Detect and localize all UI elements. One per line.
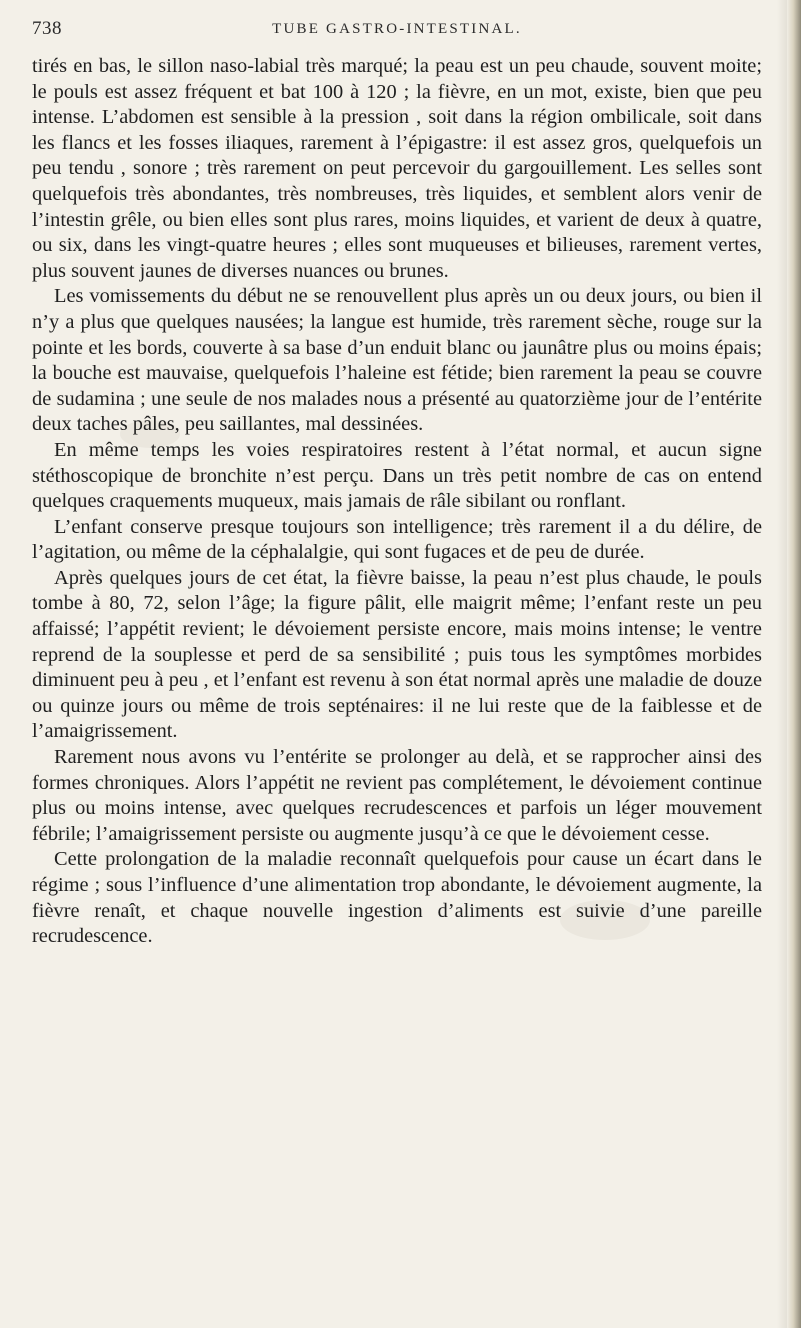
paragraph-intelligence: L’enfant conserve presque toujours son intelligence; très rarement il a du délire, de l’agitation, ou même de la céphalalgie, qui sont fugaces et de peu de durée. [32,515,762,564]
page-binding-edge [787,0,801,1328]
paragraph-vomissements: Les vomissements du début ne se renouvellent plus après un ou deux jours, ou bien il n’y a plus que quelques nausées; la langue est humide, très rarement sèche, rouge sur la pointe et les bords, couverte à sa base d’un enduit blanc ou jaunâtre plus ou moins épais; la bouche est mauvaise, quelquefois l’haleine est fétide; bien rarement la peau se couvre de sudamina ; une seule de nos malades nous a présenté au quatorzième jour de l’entérite deux taches pâles, peu saillantes, mal dessinées. [32,285,762,436]
paragraph-convalescence: Après quelques jours de cet état, la fièvre baisse, la peau n’est plus chaude, le pouls tombe à 80, 72, selon l’âge; la figure pâlit, elle maigrit même; l’enfant reste un peu affaissé; l’appétit revient; le dévoiement persiste encore, mais moins intense; le ventre reprend de la souplesse et perd de sa sensibilité ; puis tous les symptômes morbides diminuent peu à peu , et l’enfant est revenu à son état normal après une maladie de douze ou quinze jours ou même de trois septénaires: il ne lui reste que de la faiblesse et de l’amaigrissement. [32,566,762,743]
page-edge-shadow [777,0,787,1328]
paragraph-cause: Cette prolongation de la maladie reconnaît quelquefois pour cause un écart dans le régime ; sous l’influence d’une alimentation trop abondante, le dévoiement augmente, la fièvre renaît, et chaque nouvelle ingestion d’aliments est suivie d’une pareille recrudescence. [32,848,762,948]
page-number: 738 [32,18,62,39]
running-head: TUBE GASTRO-INTESTINAL. [272,21,522,37]
paragraph-voies-respiratoires: En même temps les voies respiratoires restent à l’état normal, et aucun signe stéthoscopique de bronchite n’est perçu. Dans un très petit nombre de cas on entend quelques craquements muqueux, mais jamais de râle sibilant ou ronflant. [32,438,762,513]
paragraph-continuation: tirés en bas, le sillon naso-labial très marqué; la peau est un peu chaude, souvent moite; le pouls est assez fréquent et bat 100 à 120 ; la fièvre, en un mot, existe, bien que peu intense. L’abdomen est sensible à la pression , soit dans la région ombilicale, soit dans les flancs et les fosses iliaques, rarement à l’épigastre: il est assez gros, quelquefois un peu tendu , sonore ; très rarement on peut percevoir du gargouillement. Les selles sont quelquefois très abondantes, très nombreuses, très liquides, et semblent alors venir de l’intestin grêle, ou bien elles sont plus rares, moins liquides, et varient de deux à quatre, ou six, dans les vingt-quatre heures ; elles sont muqueuses et bilieuses, rarement vertes, plus souvent jaunes de diverses nuances ou brunes. [32,55,762,282]
paragraph-prolongation: Rarement nous avons vu l’entérite se prolonger au delà, et se rapprocher ainsi des formes chroniques. Alors l’appétit ne revient pas complétement, le dévoiement continue plus ou moins intense, avec quelques recrudescences et parfois un léger mouvement fébrile; l’amaigrissement persiste ou augmente jusqu’à ce que le dévoiement cesse. [32,746,762,845]
body-text [32,54,762,950]
page-header [32,18,762,46]
